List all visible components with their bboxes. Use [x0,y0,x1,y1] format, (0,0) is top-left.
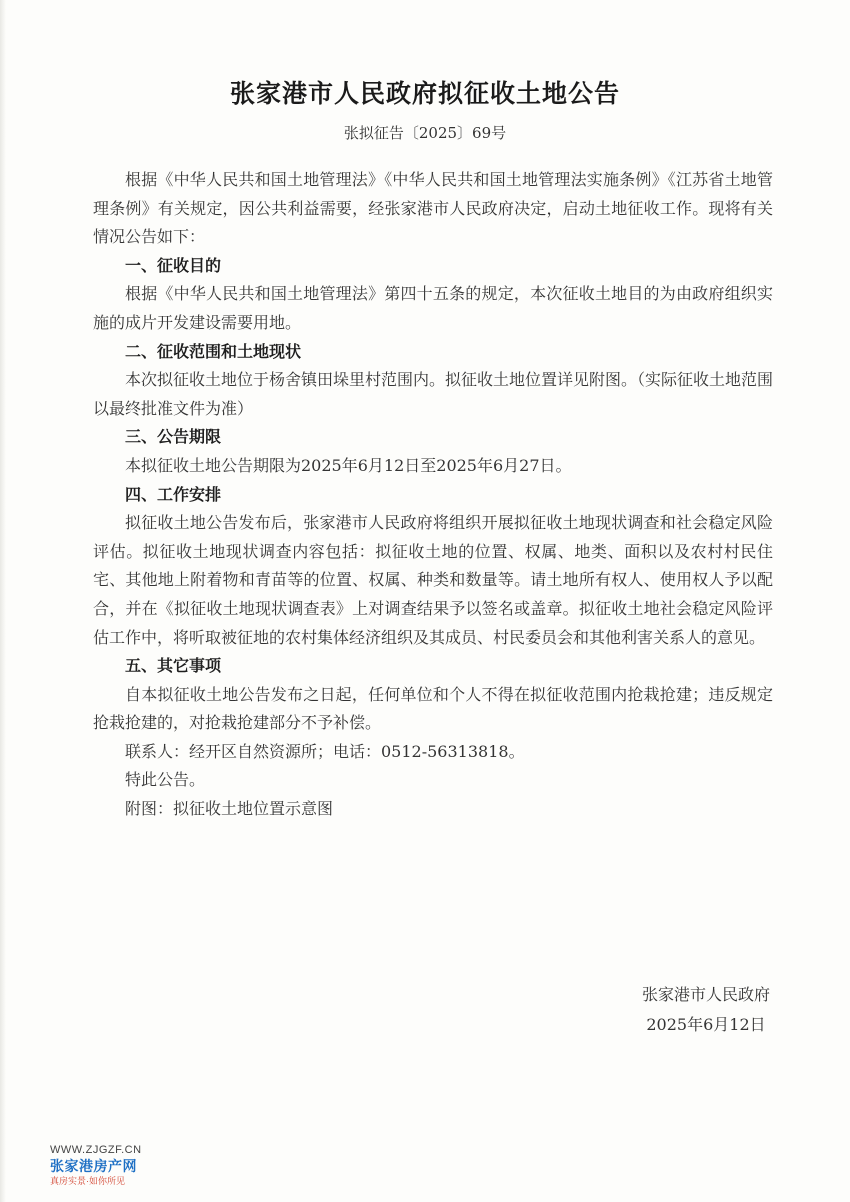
site-watermark [50,1143,142,1187]
document-number: 张拟征告〔2025〕69号 [343,124,507,142]
contact-line: 联系人：经开区自然资源所；电话：0512-56313818。 [125,741,525,761]
issue-date: 2025年6月12日 [646,1015,766,1034]
watermark-url: WWW.ZJGZF.CN [50,1144,142,1156]
closing-line: 特此公告。 [125,770,206,790]
page-edge-shadow [0,0,6,1202]
section-paragraph: 拟征收土地公告发布后，张家港市人民政府将组织开展拟征收土地现状调查和社会稳定风险评估。拟征收土地现状调查内容包括：拟征收土地的位置、权属、地类、面积以及农村村民住宅、其他地上附着物和青苗等的位置、权属、种类和数量等。请土地所有权人、使用权人予以配合，并在《拟征收土地现状调查表》上对调查结果予以签名或盖章。拟征收土地社会稳定风险评估工作中，将听取被征地的农村集体经济组织及其成员、村民委员会和其他利害关系人的意见。 [93,513,773,647]
section-paragraph: 本次拟征收土地位于杨舍镇田垛里村范围内。拟征收土地位置详见附图。（实际征收土地范围以最终批准文件为准） [93,370,774,418]
section-heading-period: 三、公告期限 [125,427,222,447]
section-paragraph: 自本拟征收土地公告发布之日起，任何单位和个人不得在拟征收范围内抢栽抢建；违反规定抢栽抢建的，对抢栽抢建部分不予补偿。 [93,684,773,733]
signature-block [642,980,770,1040]
section-paragraph: 根据《中华人民共和国土地管理法》第四十五条的规定，本次征收土地目的为由政府组织实施的成片开发建设需要用地。 [93,284,773,332]
page-title: 张家港市人民政府拟征收土地公告 [229,79,620,108]
watermark-site-name: 张家港房产网 [50,1158,137,1174]
section-heading-arrangements: 四、工作安排 [125,484,222,504]
issuer-name: 张家港市人民政府 [641,985,770,1004]
section-heading-purpose: 一、征收目的 [125,255,222,275]
attachment-line: 附图：拟征收土地位置示意图 [125,799,334,819]
section-heading-other: 五、其它事项 [125,656,222,676]
watermark-slogan: 真房实景·如你所见 [50,1176,125,1186]
section-heading-scope: 二、征收范围和土地现状 [125,341,302,361]
section-paragraph: 本拟征收土地公告期限为2025年6月12日至2025年6月27日。 [125,455,572,475]
document-body [93,166,773,824]
intro-paragraph: 根据《中华人民共和国土地管理法》《中华人民共和国土地管理法实施条例》《江苏省土地管理条例》有关规定，因公共利益需要，经张家港市人民政府决定，启动土地征收工作。现将有关情况公告如下： [93,170,773,247]
